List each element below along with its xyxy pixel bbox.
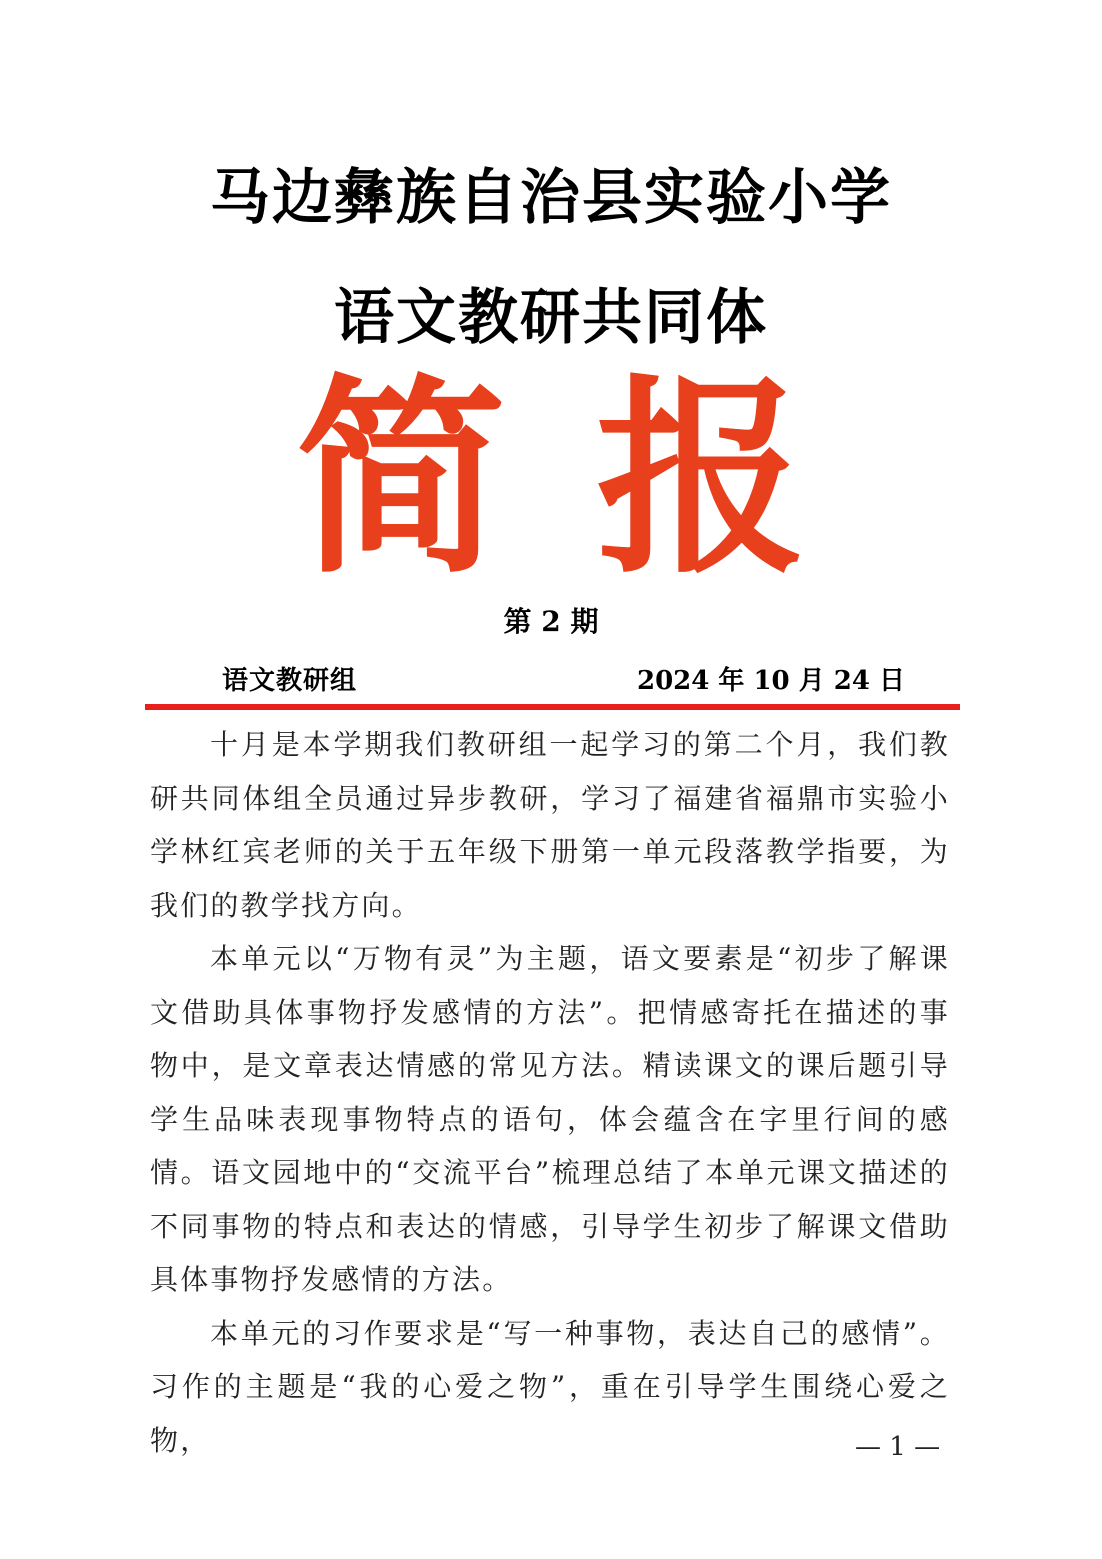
page-number: — 1 —	[855, 1432, 941, 1462]
group-title: 语文教研共同体	[334, 283, 768, 353]
issuer: 语文教研组	[222, 666, 358, 696]
issue-date: 2024 年 10 月 24 日	[637, 666, 905, 696]
article-body	[150, 718, 950, 1467]
red-divider	[145, 704, 960, 710]
issue-number: 第 2 期	[503, 605, 599, 638]
paragraph: 本单元以“万物有灵”为主题，语文要素是“初步了解课文借助具体事物抒发感情的方法”。把情感寄托在描述的事物中，是文章表达情感的常见方法。精读课文的课后题引导学生品味表现事物特点的语句，体会蕴含在字里行间的感情。语文园地中的“交流平台”梳理总结了本单元课文描述的不同事物的特点和表达的情感，引导学生初步了解课文借助具体事物抒发感情的方法。	[150, 942, 950, 1296]
paragraph: 本单元的习作要求是“写一种事物，表达自己的感情”。习作的主题是“我的心爱之物”，重在引导学生围绕心爱之物，	[150, 1316, 950, 1457]
bulletin-title: 简报	[295, 357, 896, 602]
school-title: 马边彝族自治县实验小学	[210, 163, 892, 233]
paragraph: 十月是本学期我们教研组一起学习的第二个月，我们教研共同体组全员通过异步教研，学习了福建省福鼎市实验小学林红宾老师的关于五年级下册第一单元段落教学指要，为我们的教学找方向。	[150, 728, 950, 922]
